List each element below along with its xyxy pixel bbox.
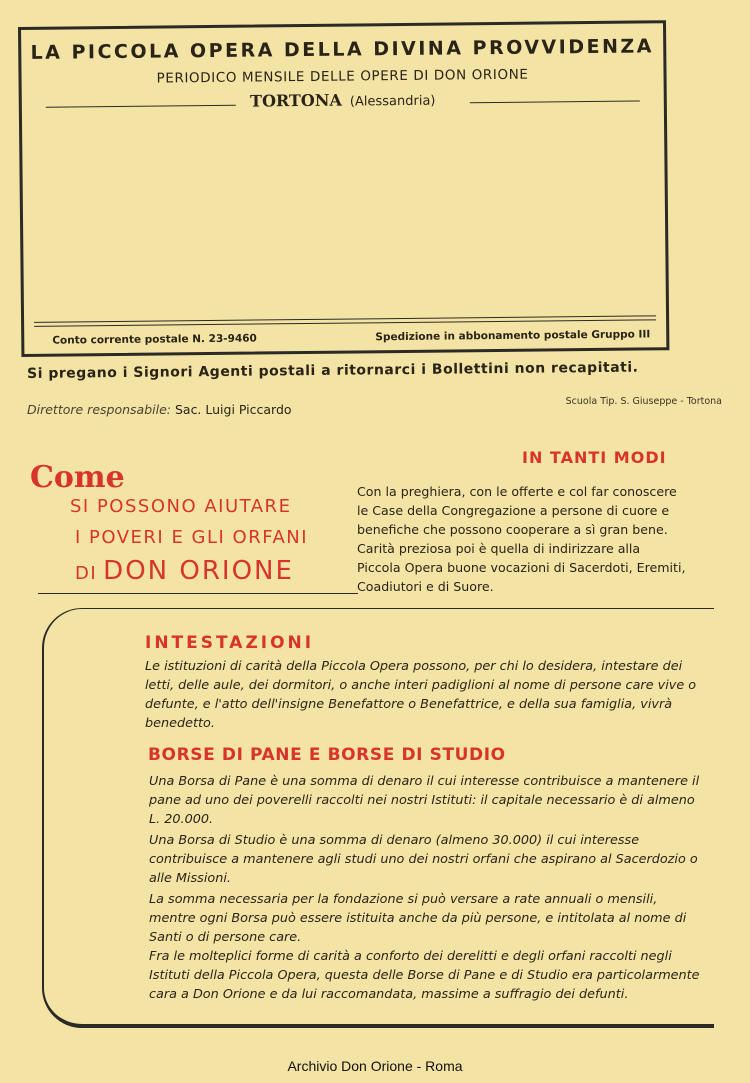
masthead-city: TORTONA xyxy=(250,90,342,111)
agents-notice: Si pregano i Signori Agenti postali a ritornarci i Bollettini non recapitati. xyxy=(27,359,639,382)
director-label: Direttore responsabile: xyxy=(27,402,171,417)
printer-credit: Scuola Tip. S. Giuseppe - Tortona xyxy=(565,396,722,407)
postal-account: Conto corrente postale N. 23-9460 xyxy=(52,332,257,347)
borse-paragraph-3: La somma necessaria per la fondazione si può versare a rate annuali o mensili, mentre ogni Borsa può essere istituita anche da più persone, e intitolata al nome di Santi o di persone care. xyxy=(149,892,687,945)
borse-paragraph-2: Una Borsa di Studio è una somma di denaro (almeno 30.000) il cui interesse contribuisce a mantenere agli studi uno dei nostri orfani che aspirano al Sacerdozio o alle Missioni. xyxy=(149,833,698,886)
intestazioni-heading: INTESTAZIONI xyxy=(145,633,315,653)
masthead-subtitle: PERIODICO MENSILE DELLE OPERE DI DON ORIONE xyxy=(156,66,529,87)
intestazioni-text: Le istituzioni di carità della Piccola Opera possono, per chi lo desidera, intestare dei letti, delle aule, dei dormitori, o anche interi padiglioni al nome di persone care vive o defunte, e l'atto dell'insigne Benefattore o Benefattrice, e della sua famiglia, vivrà benedetto. xyxy=(145,659,697,731)
borse-paragraph-4: Fra le molteplici forme di carità a conforto dei derelitti e degli orfani raccolti negli Istituti della Piccola Opera, questa delle Borse di Pane e di Studio era particolarmente cara a Don Orione e da lui raccomandata, massime a suffragio dei defunti. xyxy=(149,949,700,1002)
archive-footer: Archivio Don Orione - Roma xyxy=(287,1058,463,1074)
come-line-2: I POVERI E GLI ORFANI xyxy=(75,527,309,548)
shipping-note: Spedizione in abbonamento postale Gruppo III xyxy=(375,328,651,344)
director-line xyxy=(27,402,292,417)
masthead-city-block xyxy=(46,87,640,112)
come-prefix: DI xyxy=(75,563,98,584)
come-underline xyxy=(38,593,358,594)
borse-paragraph-1: Una Borsa di Pane è una somma di denaro il cui interesse contribuisce a mantenere il pane ad uno dei poverelli raccolti nei nostri Istituti: il capitale necessario è di almeno L. 20.000. xyxy=(149,774,700,827)
masthead-title: LA PICCOLA OPERA DELLA DIVINA PROVVIDENZA xyxy=(30,35,655,64)
in-tanti-modi-text: Con la preghiera, con le offerte e col far conoscere le Case della Congregazione a persone di cuore e benefiche che possono cooperare a sì gran bene. Carità preziosa poi è quella di indirizzare alla Piccola Opera buone vocazioni di Sacerdoti, Eremiti, Coadiutori e di Suore. xyxy=(357,484,686,594)
come-name: DON ORIONE xyxy=(103,556,294,586)
in-tanti-modi-heading: IN TANTI MODI xyxy=(522,448,667,467)
come-title: Come xyxy=(30,460,125,495)
masthead-city-row xyxy=(46,87,640,119)
director-name: Sac. Luigi Piccardo xyxy=(174,402,292,417)
come-line-3 xyxy=(75,556,294,586)
masthead-region: (Alessandria) xyxy=(349,93,436,110)
masthead-box xyxy=(18,20,669,357)
borse-heading: BORSE DI PANE E BORSE DI STUDIO xyxy=(148,745,506,765)
come-line-1: SI POSSONO AIUTARE xyxy=(70,496,292,517)
